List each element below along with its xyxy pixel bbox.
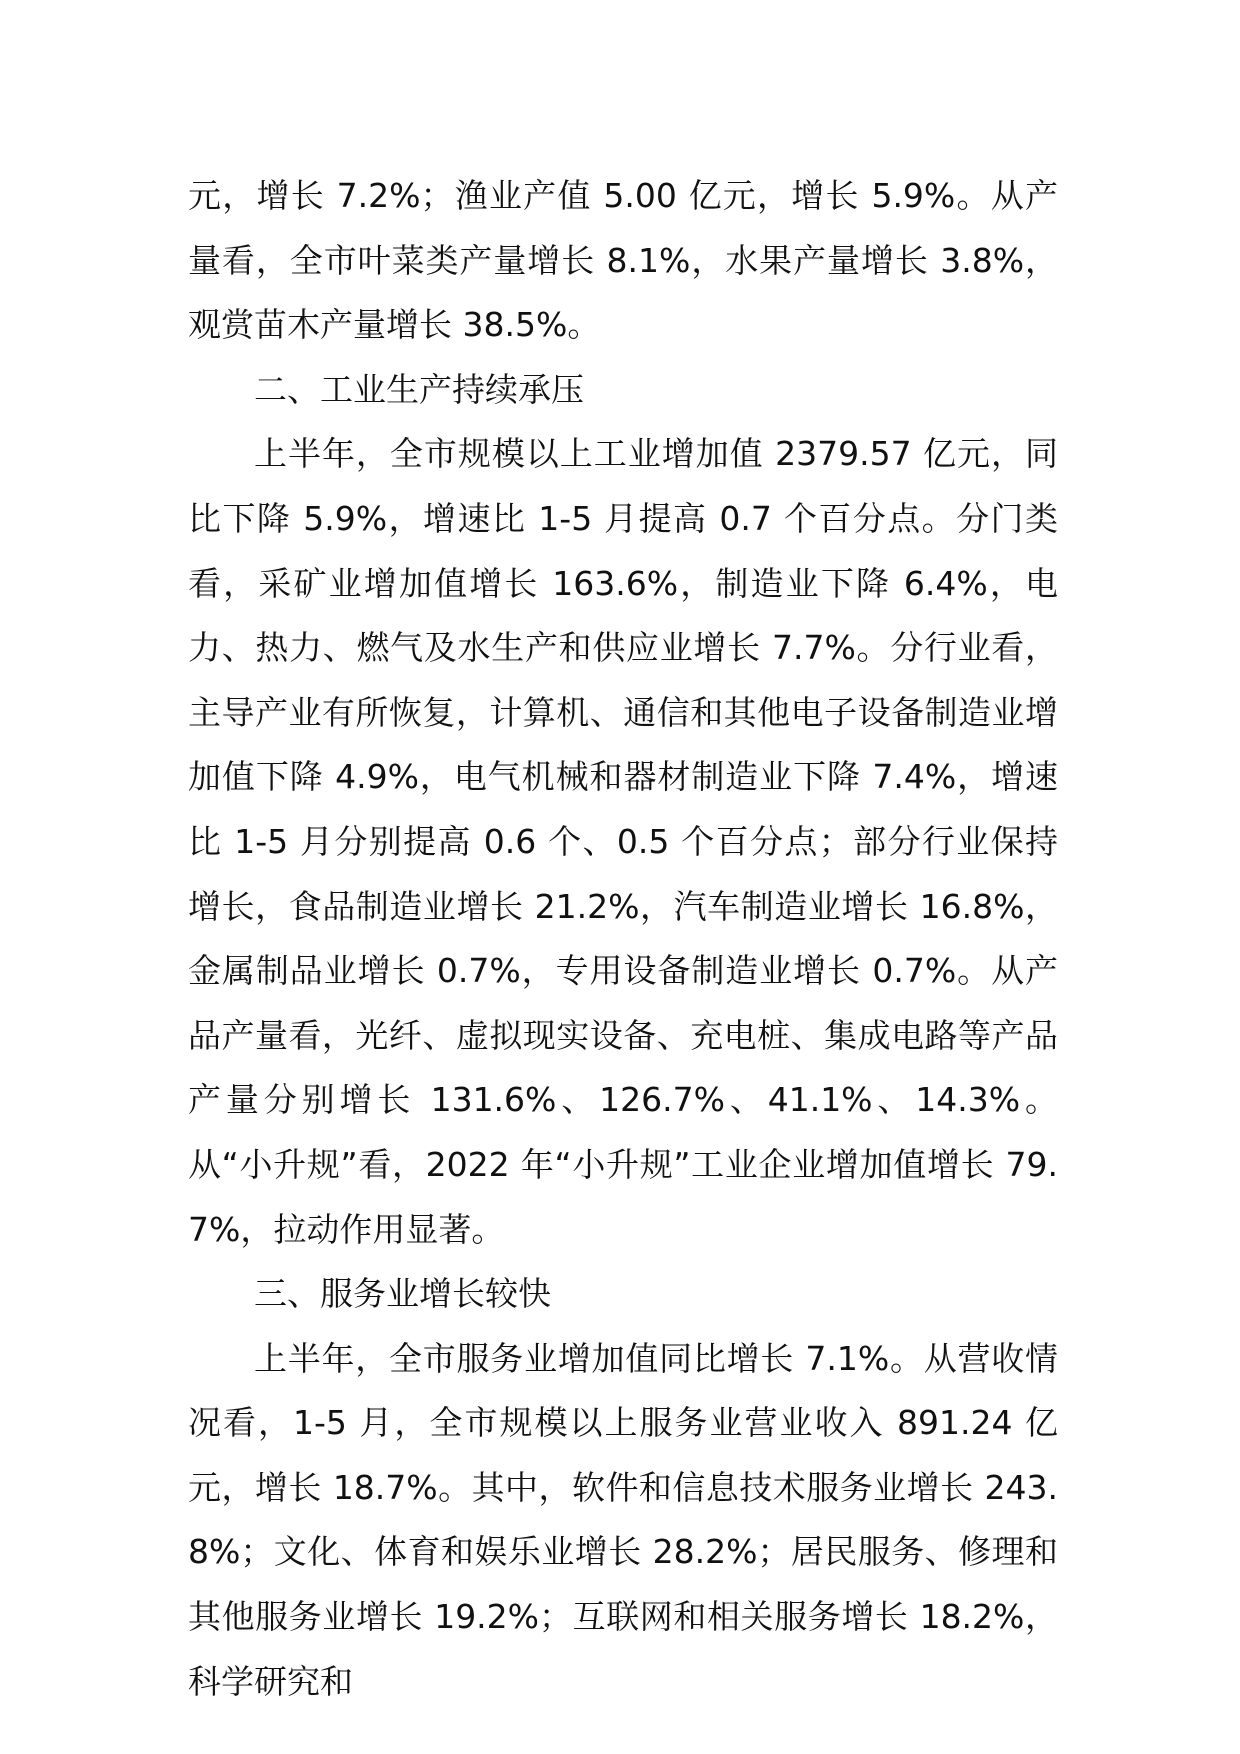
document-page (188, 164, 1058, 1714)
section-heading-services: 三、服务业增长较快 (254, 1274, 551, 1314)
paragraph-agriculture-continued: 元，增长 7.2%；渔业产值 5.00 亿元，增长 5.9%。从产量看，全市叶菜类产量增长 8.1%，水果产量增长 3.8%，观赏苗木产量增长 38.5%。 (188, 176, 1058, 345)
paragraph-industry: 上半年，全市规模以上工业增加值 2379.57 亿元，同比下降 5.9%，增速比 1-5 月提高 0.7 个百分点。分门类看，采矿业增加值增长 163.6%，制造业下降 6.4%，电力、热力、燃气及水生产和供应业增长 7.7%。分行业看，主导产业有所恢复，计算机、通信和其他电子设备制造业增加值下降 4.9%，电气机械和器材制造业下降 7.4%，增速比 1-5 月分别提高 0.6 个、0.5 个百分点；部分行业保持增长，食品制造业增长 21.2%，汽车制造业增长 16.8%，金属制品业增长 0.7%，专用设备制造业增长 0.7%。从产品产量看，光纤、虚拟现实设备、充电桩、集成电路等产品产量分别增长 131.6%、126.7%、41.1%、14.3%。从“小升规”看，2022 年“小升规”工业企业增加值增长 79.7%，拉动作用显著。 (188, 434, 1058, 1249)
paragraph-services: 上半年，全市服务业增加值同比增长 7.1%。从营收情况看，1-5 月，全市规模以上服务业营业收入 891.24 亿元，增长 18.7%。其中，软件和信息技术服务业增长 243.8%；文化、体育和娱乐业增长 28.2%；居民服务、修理和其他服务业增长 19.2%；互联网和相关服务增长 18.2%，科学研究和 (188, 1338, 1058, 1701)
section-heading-industry: 二、工业生产持续承压 (254, 369, 584, 409)
